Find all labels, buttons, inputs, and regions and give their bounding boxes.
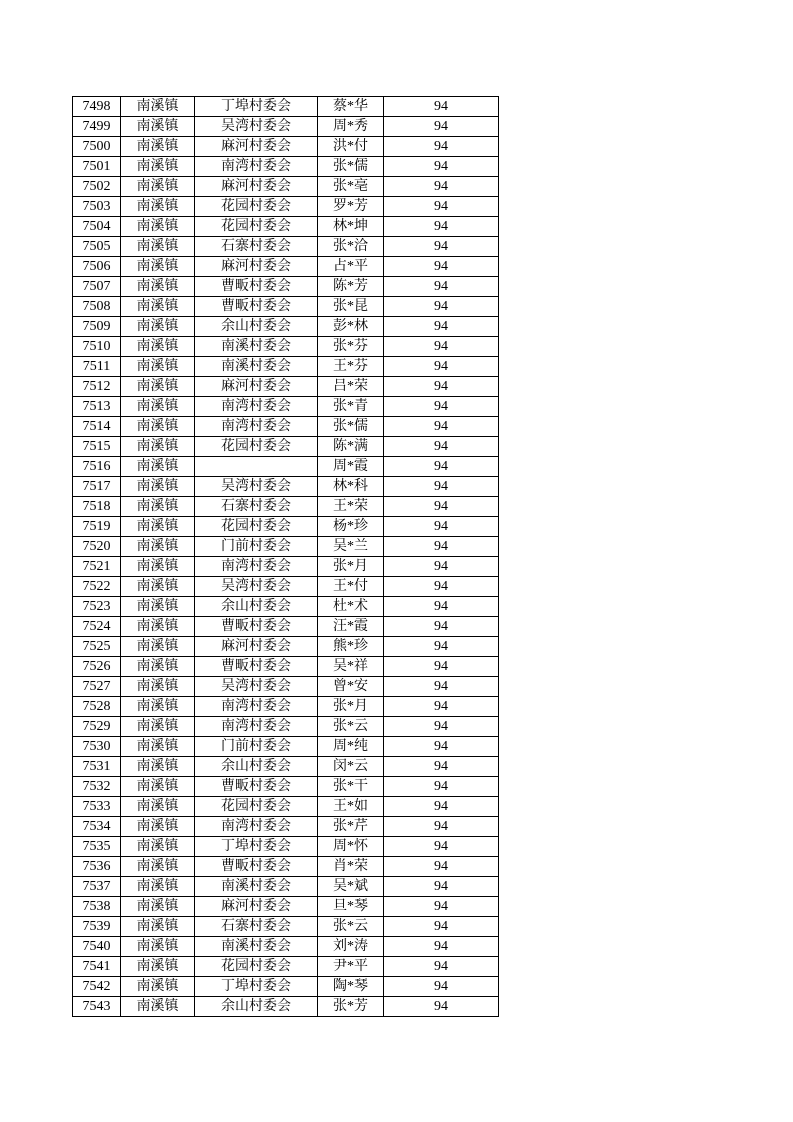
record-id-cell: 7528: [73, 697, 121, 717]
record-id-cell: 7517: [73, 477, 121, 497]
town-cell: 南溪镇: [121, 217, 195, 237]
town-cell: 南溪镇: [121, 457, 195, 477]
record-id-cell: 7514: [73, 417, 121, 437]
person-name-cell: 杨*珍: [318, 517, 384, 537]
score-cell: 94: [384, 277, 499, 297]
town-cell: 南溪镇: [121, 577, 195, 597]
records-table-body: [73, 97, 499, 1017]
person-name-cell: 林*坤: [318, 217, 384, 237]
table-row: [73, 977, 499, 997]
town-cell: 南溪镇: [121, 757, 195, 777]
score-cell: 94: [384, 757, 499, 777]
village-cell: 麻河村委会: [195, 897, 318, 917]
village-cell: 余山村委会: [195, 757, 318, 777]
score-cell: 94: [384, 297, 499, 317]
person-name-cell: 张*月: [318, 697, 384, 717]
record-id-cell: 7521: [73, 557, 121, 577]
table-row: [73, 237, 499, 257]
village-cell: 余山村委会: [195, 597, 318, 617]
town-cell: 南溪镇: [121, 557, 195, 577]
person-name-cell: 周*纯: [318, 737, 384, 757]
town-cell: 南溪镇: [121, 997, 195, 1017]
person-name-cell: 汪*霞: [318, 617, 384, 637]
record-id-cell: 7530: [73, 737, 121, 757]
village-cell: 吴湾村委会: [195, 477, 318, 497]
record-id-cell: 7522: [73, 577, 121, 597]
score-cell: 94: [384, 537, 499, 557]
record-id-cell: 7536: [73, 857, 121, 877]
table-row: [73, 957, 499, 977]
table-row: [73, 537, 499, 557]
table-row: [73, 637, 499, 657]
village-cell: 门前村委会: [195, 737, 318, 757]
person-name-cell: 刘*涛: [318, 937, 384, 957]
person-name-cell: 张*亳: [318, 177, 384, 197]
record-id-cell: 7543: [73, 997, 121, 1017]
town-cell: 南溪镇: [121, 857, 195, 877]
village-cell: 南湾村委会: [195, 817, 318, 837]
person-name-cell: 蔡*华: [318, 97, 384, 117]
score-cell: 94: [384, 877, 499, 897]
table-row: [73, 157, 499, 177]
village-cell: 曹畈村委会: [195, 617, 318, 637]
table-row: [73, 677, 499, 697]
record-id-cell: 7506: [73, 257, 121, 277]
score-cell: 94: [384, 217, 499, 237]
village-cell: 花园村委会: [195, 437, 318, 457]
person-name-cell: 周*秀: [318, 117, 384, 137]
table-row: [73, 717, 499, 737]
town-cell: 南溪镇: [121, 817, 195, 837]
score-cell: 94: [384, 97, 499, 117]
record-id-cell: 7503: [73, 197, 121, 217]
village-cell: 石寨村委会: [195, 497, 318, 517]
table-row: [73, 417, 499, 437]
record-id-cell: 7507: [73, 277, 121, 297]
town-cell: 南溪镇: [121, 177, 195, 197]
town-cell: 南溪镇: [121, 837, 195, 857]
table-row: [73, 857, 499, 877]
person-name-cell: 张*青: [318, 397, 384, 417]
score-cell: 94: [384, 697, 499, 717]
score-cell: 94: [384, 977, 499, 997]
score-cell: 94: [384, 677, 499, 697]
village-cell: 门前村委会: [195, 537, 318, 557]
record-id-cell: 7539: [73, 917, 121, 937]
town-cell: 南溪镇: [121, 277, 195, 297]
village-cell: 曹畈村委会: [195, 297, 318, 317]
score-cell: 94: [384, 777, 499, 797]
table-row: [73, 297, 499, 317]
table-row: [73, 757, 499, 777]
village-cell: 南溪村委会: [195, 937, 318, 957]
score-cell: 94: [384, 337, 499, 357]
score-cell: 94: [384, 517, 499, 537]
score-cell: 94: [384, 137, 499, 157]
village-cell: 南湾村委会: [195, 397, 318, 417]
score-cell: 94: [384, 317, 499, 337]
score-cell: 94: [384, 837, 499, 857]
score-cell: 94: [384, 957, 499, 977]
score-cell: 94: [384, 377, 499, 397]
record-id-cell: 7526: [73, 657, 121, 677]
score-cell: 94: [384, 477, 499, 497]
person-name-cell: 张*芹: [318, 817, 384, 837]
town-cell: 南溪镇: [121, 437, 195, 457]
score-cell: 94: [384, 817, 499, 837]
town-cell: 南溪镇: [121, 697, 195, 717]
record-id-cell: 7523: [73, 597, 121, 617]
table-row: [73, 557, 499, 577]
town-cell: 南溪镇: [121, 637, 195, 657]
village-cell: 南溪村委会: [195, 337, 318, 357]
score-cell: 94: [384, 157, 499, 177]
village-cell: 花园村委会: [195, 197, 318, 217]
table-row: [73, 117, 499, 137]
person-name-cell: 吴*兰: [318, 537, 384, 557]
record-id-cell: 7508: [73, 297, 121, 317]
record-id-cell: 7502: [73, 177, 121, 197]
town-cell: 南溪镇: [121, 297, 195, 317]
record-id-cell: 7524: [73, 617, 121, 637]
person-name-cell: 占*平: [318, 257, 384, 277]
town-cell: 南溪镇: [121, 877, 195, 897]
town-cell: 南溪镇: [121, 957, 195, 977]
score-cell: 94: [384, 997, 499, 1017]
village-cell: 花园村委会: [195, 797, 318, 817]
record-id-cell: 7499: [73, 117, 121, 137]
record-id-cell: 7540: [73, 937, 121, 957]
score-cell: 94: [384, 557, 499, 577]
village-cell: 曹畈村委会: [195, 857, 318, 877]
record-id-cell: 7535: [73, 837, 121, 857]
town-cell: 南溪镇: [121, 477, 195, 497]
person-name-cell: 王*付: [318, 577, 384, 597]
village-cell: 丁埠村委会: [195, 97, 318, 117]
record-id-cell: 7501: [73, 157, 121, 177]
village-cell: 南湾村委会: [195, 557, 318, 577]
score-cell: 94: [384, 637, 499, 657]
record-id-cell: 7533: [73, 797, 121, 817]
record-id-cell: 7500: [73, 137, 121, 157]
score-cell: 94: [384, 897, 499, 917]
town-cell: 南溪镇: [121, 257, 195, 277]
table-row: [73, 817, 499, 837]
person-name-cell: 张*昆: [318, 297, 384, 317]
person-name-cell: 曾*安: [318, 677, 384, 697]
record-id-cell: 7513: [73, 397, 121, 417]
table-row: [73, 497, 499, 517]
person-name-cell: 张*儒: [318, 157, 384, 177]
score-cell: 94: [384, 417, 499, 437]
record-id-cell: 7537: [73, 877, 121, 897]
score-cell: 94: [384, 237, 499, 257]
village-cell: 石寨村委会: [195, 917, 318, 937]
score-cell: 94: [384, 457, 499, 477]
score-cell: 94: [384, 797, 499, 817]
table-row: [73, 477, 499, 497]
village-cell: 丁埠村委会: [195, 977, 318, 997]
person-name-cell: 闵*云: [318, 757, 384, 777]
village-cell: 石寨村委会: [195, 237, 318, 257]
town-cell: 南溪镇: [121, 397, 195, 417]
person-name-cell: 张*干: [318, 777, 384, 797]
table-row: [73, 997, 499, 1017]
town-cell: 南溪镇: [121, 617, 195, 637]
village-cell: 曹畈村委会: [195, 657, 318, 677]
person-name-cell: 陈*满: [318, 437, 384, 457]
town-cell: 南溪镇: [121, 137, 195, 157]
person-name-cell: 吕*荣: [318, 377, 384, 397]
town-cell: 南溪镇: [121, 597, 195, 617]
village-cell: 曹畈村委会: [195, 277, 318, 297]
village-cell: 余山村委会: [195, 997, 318, 1017]
person-name-cell: 周*霞: [318, 457, 384, 477]
town-cell: 南溪镇: [121, 497, 195, 517]
person-name-cell: 旦*琴: [318, 897, 384, 917]
person-name-cell: 张*儒: [318, 417, 384, 437]
town-cell: 南溪镇: [121, 197, 195, 217]
village-cell: 南溪村委会: [195, 357, 318, 377]
table-row: [73, 317, 499, 337]
table-row: [73, 877, 499, 897]
town-cell: 南溪镇: [121, 977, 195, 997]
person-name-cell: 彭*林: [318, 317, 384, 337]
table-row: [73, 457, 499, 477]
person-name-cell: 陈*芳: [318, 277, 384, 297]
town-cell: 南溪镇: [121, 237, 195, 257]
village-cell: 南湾村委会: [195, 157, 318, 177]
village-cell: 麻河村委会: [195, 257, 318, 277]
table-row: [73, 197, 499, 217]
town-cell: 南溪镇: [121, 737, 195, 757]
table-row: [73, 177, 499, 197]
person-name-cell: 张*洽: [318, 237, 384, 257]
village-cell: 麻河村委会: [195, 637, 318, 657]
table-row: [73, 777, 499, 797]
table-row: [73, 697, 499, 717]
record-id-cell: 7509: [73, 317, 121, 337]
village-cell: 花园村委会: [195, 217, 318, 237]
village-cell: 丁埠村委会: [195, 837, 318, 857]
score-cell: 94: [384, 117, 499, 137]
records-table: [72, 96, 499, 1017]
score-cell: 94: [384, 197, 499, 217]
score-cell: 94: [384, 497, 499, 517]
table-row: [73, 357, 499, 377]
score-cell: 94: [384, 857, 499, 877]
record-id-cell: 7510: [73, 337, 121, 357]
town-cell: 南溪镇: [121, 897, 195, 917]
town-cell: 南溪镇: [121, 777, 195, 797]
score-cell: 94: [384, 257, 499, 277]
record-id-cell: 7527: [73, 677, 121, 697]
town-cell: 南溪镇: [121, 917, 195, 937]
person-name-cell: 尹*平: [318, 957, 384, 977]
table-row: [73, 437, 499, 457]
table-row: [73, 337, 499, 357]
person-name-cell: 肖*荣: [318, 857, 384, 877]
record-id-cell: 7525: [73, 637, 121, 657]
record-id-cell: 7519: [73, 517, 121, 537]
score-cell: 94: [384, 657, 499, 677]
person-name-cell: 王*荣: [318, 497, 384, 517]
person-name-cell: 张*云: [318, 917, 384, 937]
table-row: [73, 517, 499, 537]
village-cell: 花园村委会: [195, 517, 318, 537]
person-name-cell: 熊*珍: [318, 637, 384, 657]
table-row: [73, 657, 499, 677]
village-cell: 余山村委会: [195, 317, 318, 337]
town-cell: 南溪镇: [121, 337, 195, 357]
town-cell: 南溪镇: [121, 357, 195, 377]
record-id-cell: 7520: [73, 537, 121, 557]
table-row: [73, 137, 499, 157]
town-cell: 南溪镇: [121, 317, 195, 337]
town-cell: 南溪镇: [121, 537, 195, 557]
person-name-cell: 陶*琴: [318, 977, 384, 997]
record-id-cell: 7512: [73, 377, 121, 397]
score-cell: 94: [384, 437, 499, 457]
score-cell: 94: [384, 177, 499, 197]
record-id-cell: 7505: [73, 237, 121, 257]
table-row: [73, 917, 499, 937]
score-cell: 94: [384, 937, 499, 957]
person-name-cell: 张*云: [318, 717, 384, 737]
village-cell: 南溪村委会: [195, 877, 318, 897]
table-row: [73, 617, 499, 637]
table-row: [73, 897, 499, 917]
town-cell: 南溪镇: [121, 657, 195, 677]
table-row: [73, 257, 499, 277]
person-name-cell: 杜*术: [318, 597, 384, 617]
score-cell: 94: [384, 917, 499, 937]
table-row: [73, 97, 499, 117]
village-cell: 麻河村委会: [195, 177, 318, 197]
person-name-cell: 王*芬: [318, 357, 384, 377]
score-cell: 94: [384, 717, 499, 737]
record-id-cell: 7504: [73, 217, 121, 237]
record-id-cell: 7531: [73, 757, 121, 777]
town-cell: 南溪镇: [121, 717, 195, 737]
village-cell: 麻河村委会: [195, 137, 318, 157]
village-cell: 吴湾村委会: [195, 117, 318, 137]
village-cell: 南湾村委会: [195, 697, 318, 717]
record-id-cell: 7529: [73, 717, 121, 737]
town-cell: 南溪镇: [121, 517, 195, 537]
town-cell: 南溪镇: [121, 417, 195, 437]
record-id-cell: 7511: [73, 357, 121, 377]
record-id-cell: 7542: [73, 977, 121, 997]
table-row: [73, 937, 499, 957]
table-row: [73, 377, 499, 397]
person-name-cell: 洪*付: [318, 137, 384, 157]
table-row: [73, 217, 499, 237]
record-id-cell: 7516: [73, 457, 121, 477]
table-row: [73, 277, 499, 297]
score-cell: 94: [384, 577, 499, 597]
town-cell: 南溪镇: [121, 677, 195, 697]
village-cell: [195, 457, 318, 477]
record-id-cell: 7532: [73, 777, 121, 797]
village-cell: 花园村委会: [195, 957, 318, 977]
village-cell: 曹畈村委会: [195, 777, 318, 797]
town-cell: 南溪镇: [121, 937, 195, 957]
record-id-cell: 7538: [73, 897, 121, 917]
town-cell: 南溪镇: [121, 377, 195, 397]
person-name-cell: 罗*芳: [318, 197, 384, 217]
village-cell: 吴湾村委会: [195, 677, 318, 697]
table-row: [73, 397, 499, 417]
table-row: [73, 577, 499, 597]
person-name-cell: 吴*祥: [318, 657, 384, 677]
person-name-cell: 张*月: [318, 557, 384, 577]
village-cell: 南湾村委会: [195, 417, 318, 437]
record-id-cell: 7515: [73, 437, 121, 457]
person-name-cell: 吴*斌: [318, 877, 384, 897]
score-cell: 94: [384, 737, 499, 757]
town-cell: 南溪镇: [121, 157, 195, 177]
record-id-cell: 7534: [73, 817, 121, 837]
village-cell: 南湾村委会: [195, 717, 318, 737]
table-row: [73, 597, 499, 617]
table-row: [73, 837, 499, 857]
table-row: [73, 737, 499, 757]
score-cell: 94: [384, 617, 499, 637]
village-cell: 吴湾村委会: [195, 577, 318, 597]
record-id-cell: 7541: [73, 957, 121, 977]
person-name-cell: 周*怀: [318, 837, 384, 857]
town-cell: 南溪镇: [121, 117, 195, 137]
town-cell: 南溪镇: [121, 797, 195, 817]
person-name-cell: 林*科: [318, 477, 384, 497]
village-cell: 麻河村委会: [195, 377, 318, 397]
record-id-cell: 7518: [73, 497, 121, 517]
table-row: [73, 797, 499, 817]
person-name-cell: 张*芳: [318, 997, 384, 1017]
record-id-cell: 7498: [73, 97, 121, 117]
score-cell: 94: [384, 597, 499, 617]
person-name-cell: 张*芬: [318, 337, 384, 357]
town-cell: 南溪镇: [121, 97, 195, 117]
person-name-cell: 王*如: [318, 797, 384, 817]
score-cell: 94: [384, 397, 499, 417]
score-cell: 94: [384, 357, 499, 377]
